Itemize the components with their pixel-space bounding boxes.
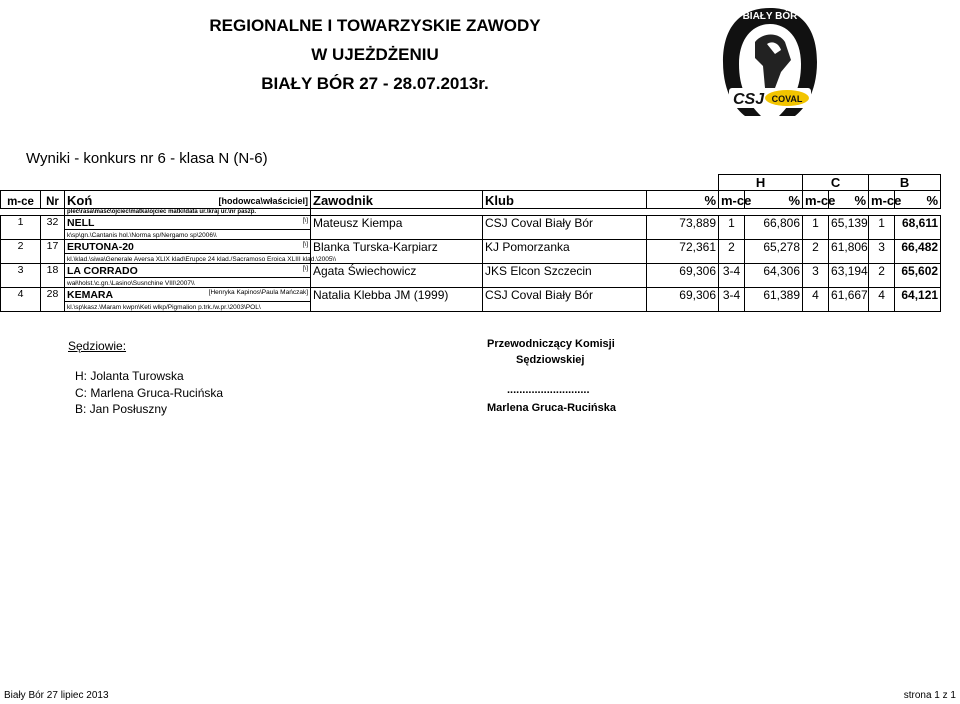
cell-total: 66,482 bbox=[895, 240, 941, 264]
cell-horse bbox=[65, 264, 311, 278]
logo-coval-text: COVAL bbox=[771, 94, 803, 104]
cell-c-mce: 4 bbox=[803, 288, 829, 312]
chair-title-2: Sędziowskiej bbox=[516, 354, 585, 366]
col-h-mce: m-ce bbox=[719, 191, 745, 209]
judge-c: C: Marlena Gruca-Rucińska bbox=[75, 386, 224, 400]
col-h-pct: % bbox=[647, 191, 719, 209]
table-row bbox=[1, 216, 941, 230]
cell-b-pct: 61,667 bbox=[829, 288, 869, 312]
judges-label: Sędziowie: bbox=[68, 339, 127, 353]
col-b-pct: % bbox=[829, 191, 869, 209]
cell-club: KJ Pomorzanka bbox=[483, 240, 647, 264]
cell-b-mce: 4 bbox=[869, 288, 895, 312]
horse-owner: [\] bbox=[302, 241, 308, 248]
col-horse-label: Koń bbox=[67, 193, 93, 208]
cell-horse bbox=[65, 240, 311, 254]
horse-details: k\sp\gn.\Cantanis hol.\Norma sp/Nergamo sp\2006\\ bbox=[65, 230, 311, 240]
horse-owner: [\] bbox=[302, 265, 308, 272]
cell-h-mce: 3-4 bbox=[719, 288, 745, 312]
logo-top-text: BIAŁY BÓR bbox=[742, 11, 798, 22]
col-total-pct: % bbox=[895, 191, 941, 209]
col-horse bbox=[65, 191, 311, 209]
group-header-row bbox=[1, 175, 941, 191]
cell-h-pct: 72,361 bbox=[647, 240, 719, 264]
col-rider: Zawodnik bbox=[311, 191, 483, 209]
col-nr: Nr bbox=[41, 191, 65, 209]
cell-rider: Blanka Turska-Karpiarz bbox=[311, 240, 483, 264]
cell-rider: Natalia Klebba JM (1999) bbox=[311, 288, 483, 312]
cell-total: 68,611 bbox=[895, 216, 941, 240]
cell-horse bbox=[65, 288, 311, 302]
cell-h-mce: 1 bbox=[719, 216, 745, 240]
section-title: Wyniki - konkurs nr 6 - klasa N (N-6) bbox=[26, 150, 268, 167]
table-row bbox=[1, 264, 941, 278]
cell-c-mce: 3 bbox=[803, 264, 829, 288]
results-body bbox=[1, 216, 941, 312]
cell-b-mce: 1 bbox=[869, 216, 895, 240]
cell-h-mce: 2 bbox=[719, 240, 745, 264]
cell-c-pct: 64,306 bbox=[745, 264, 803, 288]
group-c: C bbox=[803, 175, 869, 191]
cell-nr: 17 bbox=[41, 240, 65, 264]
judge-b: B: Jan Posłuszny bbox=[75, 402, 168, 416]
cell-h-pct: 69,306 bbox=[647, 288, 719, 312]
cell-nr: 28 bbox=[41, 288, 65, 312]
chair-name: Marlena Gruca-Rucińska bbox=[487, 402, 616, 414]
header-line-2: W UJEŻDŻENIU bbox=[311, 45, 439, 64]
cell-total: 64,121 bbox=[895, 288, 941, 312]
horse-owner: [\] bbox=[302, 217, 308, 224]
cell-horse bbox=[65, 216, 311, 230]
col-c-mce: m-ce bbox=[803, 191, 829, 209]
header-line-1: REGIONALNE I TOWARZYSKIE ZAWODY bbox=[209, 16, 541, 35]
results-table bbox=[0, 174, 941, 312]
cell-c-pct: 65,278 bbox=[745, 240, 803, 264]
horse-details: kl.\klad.\siwa\Generale Aversa XLIX klad\Erupce 24 klad./Sacramoso Eroica XLIII klad.\2005\\ bbox=[65, 254, 311, 264]
cell-c-mce: 1 bbox=[803, 216, 829, 240]
col-owner-label: [hodowca\właściciel] bbox=[218, 196, 308, 206]
col-c-pct: % bbox=[745, 191, 803, 209]
cell-club: CSJ Coval Biały Bór bbox=[483, 288, 647, 312]
cell-rider: Agata Świechowicz bbox=[311, 264, 483, 288]
group-b: B bbox=[869, 175, 941, 191]
horse-name: NELL bbox=[67, 217, 95, 229]
cell-place: 3 bbox=[1, 264, 41, 288]
cell-club: CSJ Coval Biały Bór bbox=[483, 216, 647, 240]
horse-subheader: pleć\rasa\maść\ojciec\matka\ojciec matki\data ur.\kraj ur.\nr paszp. bbox=[65, 209, 311, 216]
horse-name: ERUTONA-20 bbox=[67, 241, 134, 253]
horse-details: kl.\sp\kasz.\Maram kwpn\Keti wlkp/Pigmalion p.trk./w.pr.\2003\POL\ bbox=[65, 302, 311, 312]
footer-date: Biały Bór 27 lipiec 2013 bbox=[4, 690, 109, 701]
cell-c-pct: 61,389 bbox=[745, 288, 803, 312]
judge-h: H: Jolanta Turowska bbox=[75, 369, 184, 383]
cell-total: 65,602 bbox=[895, 264, 941, 288]
cell-h-pct: 73,889 bbox=[647, 216, 719, 240]
horse-subheader-row bbox=[1, 209, 941, 216]
horse-name: LA CORRADO bbox=[67, 265, 138, 277]
cell-nr: 18 bbox=[41, 264, 65, 288]
cell-h-mce: 3-4 bbox=[719, 264, 745, 288]
cell-rider: Mateusz Kiempa bbox=[311, 216, 483, 240]
column-header-row bbox=[1, 191, 941, 209]
footer-page: strona 1 z 1 bbox=[903, 690, 956, 701]
cell-c-pct: 66,806 bbox=[745, 216, 803, 240]
horse-name: KEMARA bbox=[67, 289, 114, 301]
cell-b-pct: 65,139 bbox=[829, 216, 869, 240]
header-line-3: BIAŁY BÓR 27 - 28.07.2013r. bbox=[261, 74, 489, 93]
cell-b-pct: 63,194 bbox=[829, 264, 869, 288]
cell-place: 4 bbox=[1, 288, 41, 312]
cell-b-mce: 2 bbox=[869, 264, 895, 288]
cell-place: 1 bbox=[1, 216, 41, 240]
cell-b-pct: 61,806 bbox=[829, 240, 869, 264]
bialy-bor-logo bbox=[715, 2, 825, 120]
table-row bbox=[1, 288, 941, 302]
horse-details: wał\holst.\c.gn.\Lasino\Susnchine VIII\2007\\ bbox=[65, 278, 311, 288]
horse-owner: [Henryka Kapinos\Paula Mańczak] bbox=[208, 289, 308, 296]
cell-place: 2 bbox=[1, 240, 41, 264]
table-row bbox=[1, 240, 941, 254]
col-b-mce: m-ce bbox=[869, 191, 895, 209]
logo-csj-text: CSJ bbox=[733, 91, 765, 108]
col-club: Klub bbox=[483, 191, 647, 209]
cell-b-mce: 3 bbox=[869, 240, 895, 264]
cell-c-mce: 2 bbox=[803, 240, 829, 264]
cell-nr: 32 bbox=[41, 216, 65, 240]
chair-signature-line: ........................... bbox=[507, 384, 590, 396]
group-h: H bbox=[719, 175, 803, 191]
cell-club: JKS Elcon Szczecin bbox=[483, 264, 647, 288]
col-place: m-ce bbox=[1, 191, 41, 209]
chair-title-1: Przewodniczący Komisji bbox=[487, 338, 615, 350]
cell-h-pct: 69,306 bbox=[647, 264, 719, 288]
